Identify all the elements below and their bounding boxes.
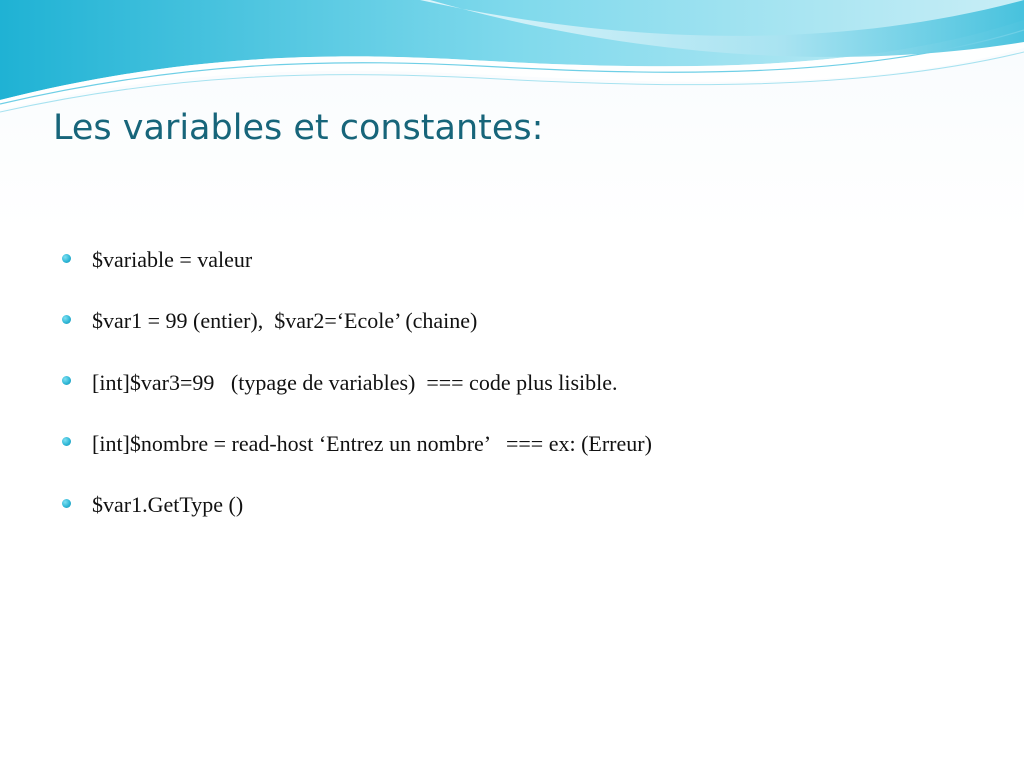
bullet-dot-icon (62, 315, 71, 324)
bullet-dot-icon (62, 499, 71, 508)
bullet-item (62, 425, 652, 463)
bullet-dot-icon (62, 254, 71, 263)
bullet-item (62, 364, 652, 402)
bullet-text: [int]$var3=99 (typage de variables) === code plus lisible. (92, 369, 618, 395)
bullet-item (62, 241, 652, 279)
bullet-dot-icon (62, 437, 71, 446)
bullet-text: $var1.GetType () (92, 492, 244, 518)
bullet-text: $variable = valeur (92, 247, 253, 272)
bullet-text: [int]$nombre = read-host ‘Entrez un nombre’ === ex: (Erreur) (92, 430, 652, 456)
bullet-list (62, 241, 652, 547)
bullet-item (62, 302, 652, 340)
slide-title: Les variables et constantes: (53, 108, 544, 148)
bullet-item (62, 486, 652, 524)
bullet-text: $var1 = 99 (entier), $var2=‘Ecole’ (chaine) (92, 308, 478, 334)
bullet-dot-icon (62, 376, 71, 385)
